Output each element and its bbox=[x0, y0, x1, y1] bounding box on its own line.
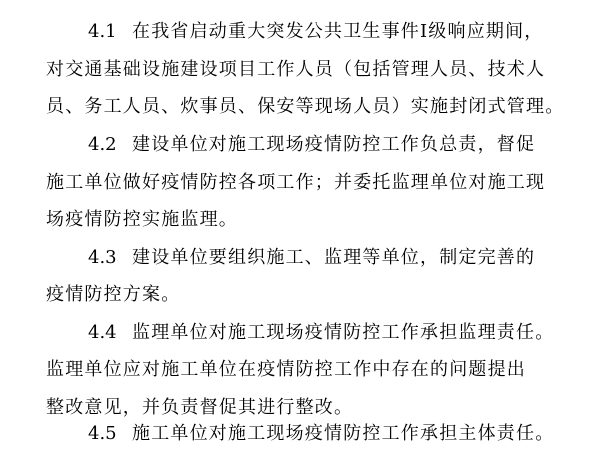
paragraph-text: 对交通基础设施建设项目工作人员（包括管理人员、技术人 bbox=[46, 59, 546, 80]
paragraph-4-4-line-3 bbox=[46, 395, 353, 421]
paragraph-text: 在我省启动重大突发公共卫生事件Ⅰ级响应期间， bbox=[132, 21, 544, 42]
paragraph-4-4-line-1 bbox=[88, 320, 554, 346]
paragraph-text: 监理单位应对施工单位在疫情防控工作中存在的问题提出 bbox=[46, 359, 526, 380]
paragraph-text: 疫情防控方案。 bbox=[46, 284, 181, 305]
paragraph-text: 施工单位对施工现场疫情防控工作承担主体责任。 bbox=[132, 423, 555, 444]
paragraph-text: 建设单位对施工现场疫情防控工作负总责，督促 bbox=[132, 134, 536, 155]
paragraph-text: 监理单位对施工现场疫情防控工作承担监理责任。 bbox=[132, 322, 555, 343]
section-number: 4.1 bbox=[88, 21, 117, 42]
paragraph-text: 整改意见，并负责督促其进行整改。 bbox=[46, 397, 354, 418]
paragraph-4-1-line-1 bbox=[88, 19, 544, 45]
paragraph-4-5-line-1 bbox=[88, 421, 554, 447]
section-number: 4.3 bbox=[88, 247, 117, 268]
paragraph-4-2-line-2 bbox=[46, 170, 545, 196]
paragraph-text: 建设单位要组织施工、监理等单位，制定完善的 bbox=[132, 247, 536, 268]
section-number: 4.4 bbox=[88, 322, 117, 343]
paragraph-4-1-line-2 bbox=[46, 57, 545, 83]
paragraph-4-2-line-3 bbox=[46, 207, 238, 233]
section-number: 4.2 bbox=[88, 134, 117, 155]
paragraph-4-3-line-2 bbox=[46, 282, 180, 308]
section-number: 4.5 bbox=[88, 423, 117, 444]
paragraph-4-3-line-1 bbox=[88, 245, 535, 271]
paragraph-text: 场疫情防控实施监理。 bbox=[46, 209, 238, 230]
paragraph-text: 施工单位做好疫情防控各项工作；并委托监理单位对施工现 bbox=[46, 172, 546, 193]
paragraph-text: 员、务工人员、炊事员、保安等现场人员）实施封闭式管理。 bbox=[46, 96, 565, 117]
paragraph-4-4-line-2 bbox=[46, 357, 526, 383]
paragraph-4-2-line-1 bbox=[88, 132, 535, 158]
paragraph-4-1-line-3 bbox=[46, 94, 564, 120]
